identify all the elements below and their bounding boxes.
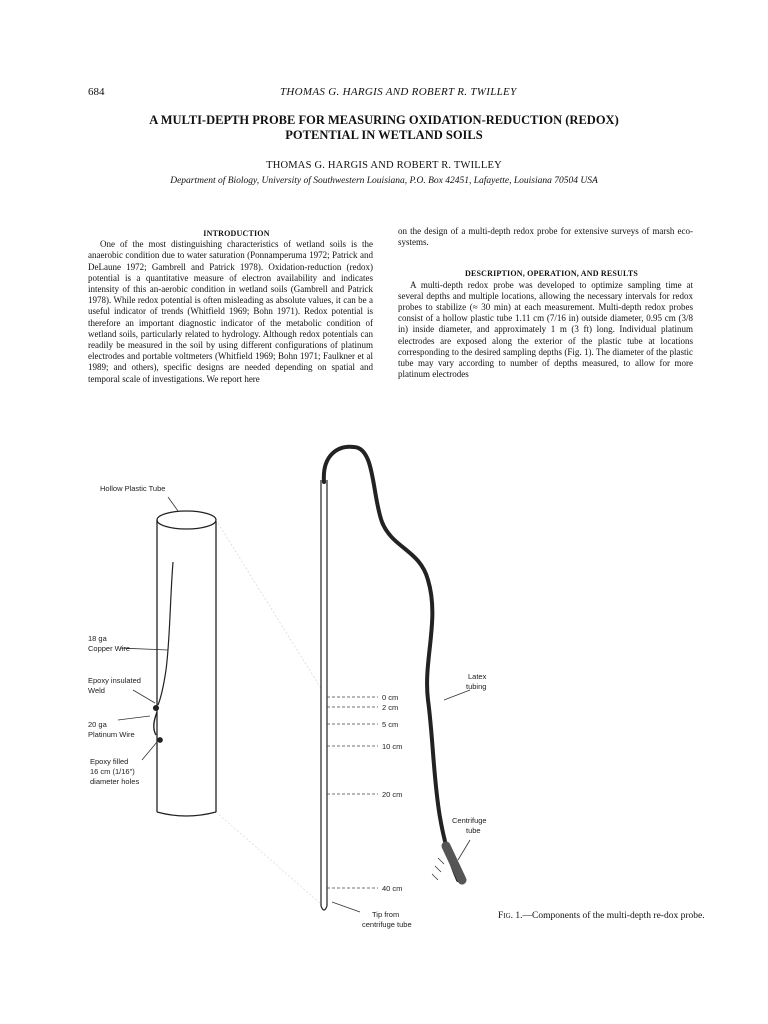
hole-mark — [158, 738, 162, 742]
centrifuge-threads — [432, 858, 444, 880]
caption-label: Fig. 1. — [498, 911, 523, 921]
depth-ticks — [327, 697, 378, 888]
latex-tubing — [324, 447, 458, 880]
main-probe-drawing — [321, 447, 462, 910]
title-line-1: A MULTI-DEPTH PROBE FOR MEASURING OXIDATION-REDUCTION (REDOX) — [149, 113, 619, 127]
copper-wire-path — [158, 562, 173, 705]
label-tip-1: Tip from — [372, 910, 400, 919]
arrow-hollow-tube — [168, 497, 178, 511]
probe-rod — [321, 480, 327, 906]
label-platinum-wire: Platinum Wire — [88, 730, 135, 739]
methods-paragraph: A multi-depth redox probe was developed to optimize sampling time at several depths and multiple locations, allowing the necessary intervals for redox probes to stabilize (≈ 30 min) at each measurement. Multi-depth redox probes consist of a hollow plastic tube 1.11 cm (7/16 in) outside diameter, 0.95 cm (3/8 in) inside diameter, and approximately 1 m (3 ft) long. Individual platinum electrodes are exposed along the exterior of the plastic tube at locations corresponding to the desired sampling depths (Fig. 1). The diameter of the plastic tube may vary according to number of depths measured, to allow for more platinum electrodes — [398, 279, 693, 380]
label-copper-wire: Copper Wire — [88, 644, 131, 653]
affiliation-line: Department of Biology, University of Southwestern Louisiana, P.O. Box 42451, Lafayette, Louisiana 70504 USA — [170, 176, 598, 186]
label-weld-2: Weld — [88, 686, 105, 695]
label-centrifuge-2: tube — [466, 826, 481, 835]
detail-tube-drawing — [154, 511, 216, 816]
label-holes-1: Epoxy filled — [90, 757, 129, 766]
title-line-2: POTENTIAL IN WETLAND SOILS — [285, 128, 483, 142]
label-platinum-gauge: 20 ga — [88, 720, 107, 729]
label-copper-wire-gauge: 18 ga — [88, 634, 107, 643]
label-holes-3: diameter holes — [90, 777, 140, 786]
label-depth-5: 5 cm — [382, 720, 399, 729]
arrow-holes — [142, 742, 157, 760]
arrow-centrifuge — [458, 840, 470, 860]
caption-text: —Components of the multi-depth re-dox probe. — [522, 911, 705, 921]
introduction-heading: INTRODUCTION — [203, 229, 270, 238]
introduction-continued: on the design of a multi-depth redox probe for extensive surveys of marsh eco-systems. — [398, 226, 693, 248]
label-latex-2: tubing — [466, 682, 487, 691]
label-depth-0: 0 cm — [382, 693, 399, 702]
weld-mark — [154, 706, 159, 711]
page-number: 684 — [88, 86, 105, 98]
detail-tube-outline — [157, 520, 216, 812]
probe-tip — [321, 906, 327, 910]
label-weld-1: Epoxy insulated — [88, 676, 141, 685]
label-depth-2: 2 cm — [382, 703, 399, 712]
running-head: THOMAS G. HARGIS AND ROBERT R. TWILLEY — [280, 86, 517, 98]
methods-heading: DESCRIPTION, OPERATION, AND RESULTS — [464, 269, 639, 279]
label-hollow-tube: Hollow Plastic Tube — [100, 484, 166, 493]
label-latex-1: Latex — [468, 672, 487, 681]
label-holes-2: 16 cm (1/16") — [90, 767, 135, 776]
label-centrifuge-1: Centrifuge — [452, 816, 487, 825]
author-line: THOMAS G. HARGIS AND ROBERT R. TWILLEY — [266, 160, 502, 171]
label-depth-10: 10 cm — [382, 742, 403, 751]
label-depth-20: 20 cm — [382, 790, 403, 799]
projection-lines — [216, 520, 322, 905]
arrow-latex — [444, 690, 470, 700]
arrow-platinum — [118, 716, 150, 720]
detail-tube-top — [157, 511, 216, 529]
introduction-paragraph: One of the most distinguishing characteristics of wetland soils is the anaerobic condition due to water saturation (Ponnamperuma 1972; Patrick and DeLaune 1972; Gambrell and Patrick 1978). Oxidation-reduction (redox) potential is a quantitative measure of electron availability and indicates intensity of this an-aerobic condition in wetland soils (Gambrell and Patrick 1978). While redox potential is often misleading as absolute values, it can be a useful indicator of trends (Whitfield 1969; Bohn 1971). Redox potential is therefore an important diagnostic indicator of the metabolic condition of wetland soils, particularly related to hydrology. Although redox potentials can readily be measured in the soil by using different configurations of platinum electrodes and portable voltmeters (Whitfield 1969; Bohn 1971; Faulkner et al 1989; and others), specific designs are needed depending on spatial and temporal scale of investigations. We report here — [88, 239, 373, 384]
label-depth-40: 40 cm — [382, 884, 403, 893]
label-tip-2: centrifuge tube — [362, 920, 412, 929]
detail-tube-bottom — [157, 812, 216, 816]
figure-caption — [498, 910, 708, 922]
arrow-tip — [332, 902, 360, 912]
main-callouts — [332, 690, 470, 912]
arrow-weld — [133, 690, 155, 703]
